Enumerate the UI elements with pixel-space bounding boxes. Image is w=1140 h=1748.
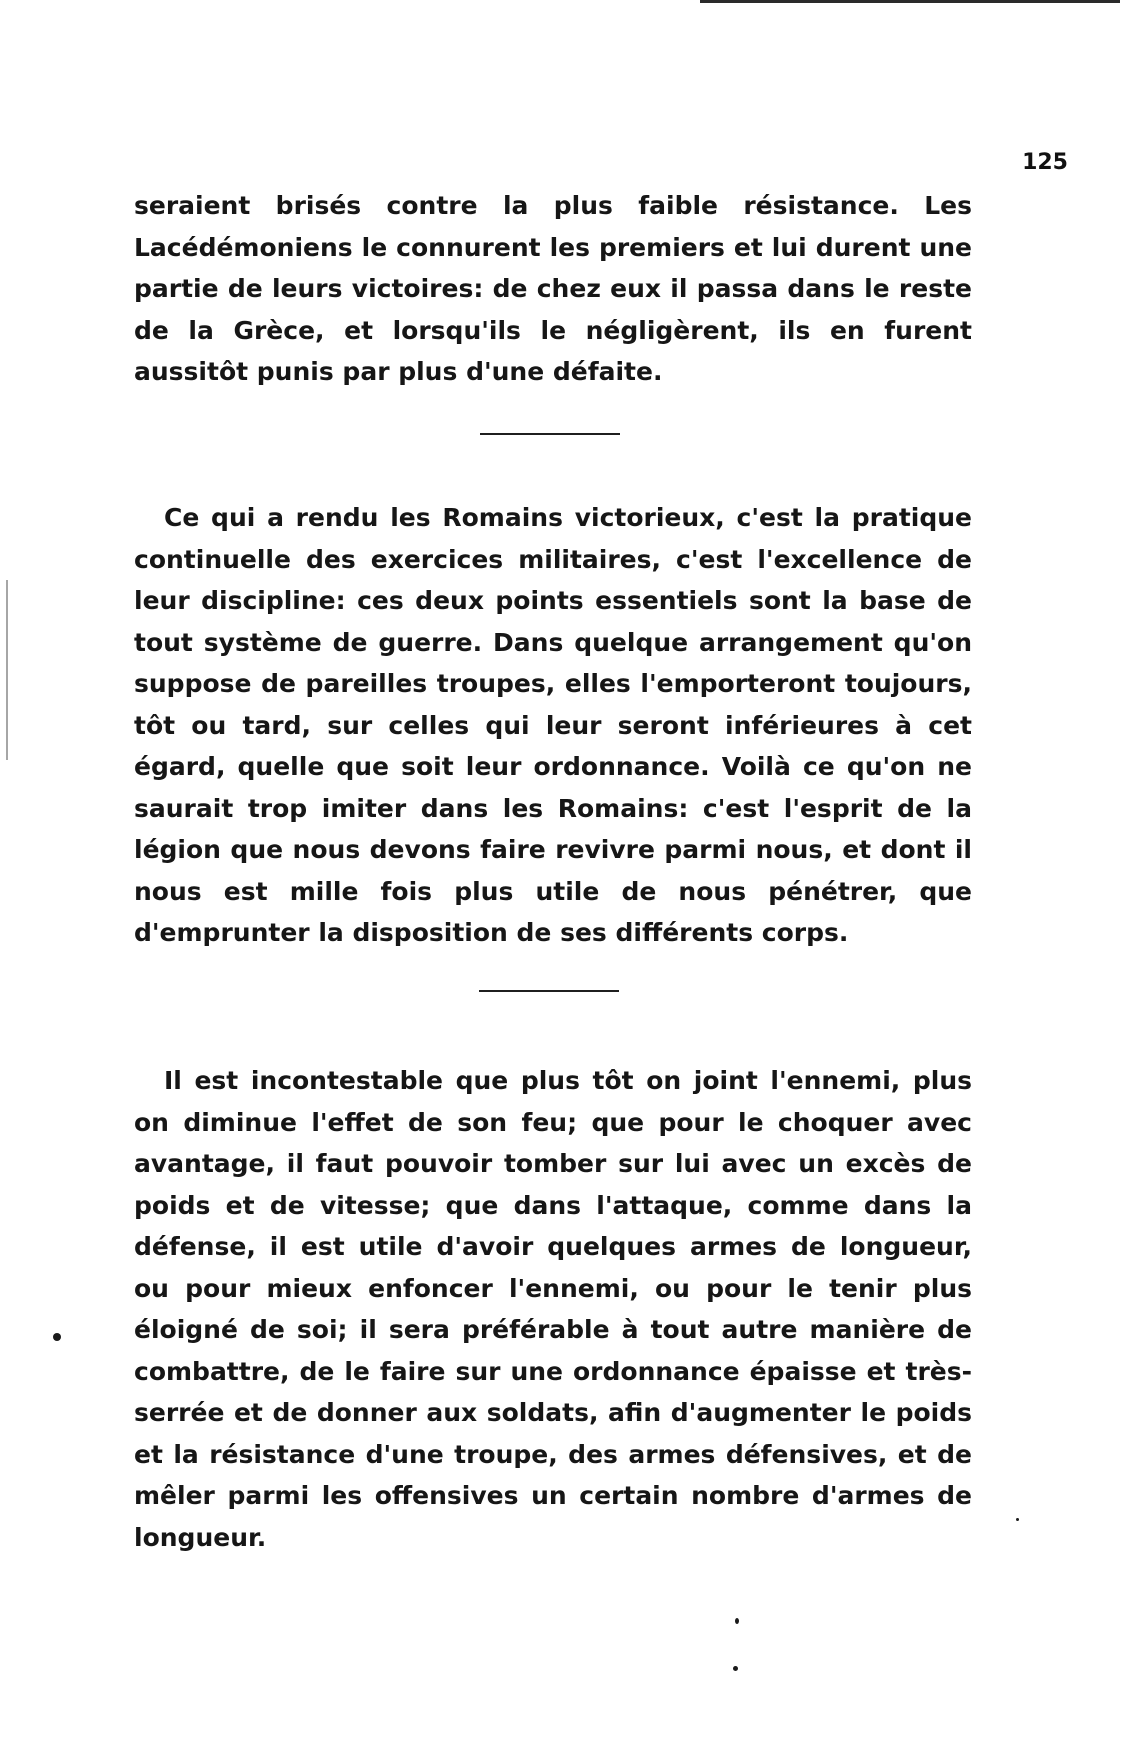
paragraph-1: seraient brisés contre la plus faible résistance. Les Lacédémoniens le connurent les premiers et lui durent une partie de leurs victoires: de chez eux il passa dans le reste de la Grèce, et lorsqu'ils le négligèrent, ils en furent aussitôt punis par plus d'une défaite.	[134, 191, 972, 386]
scan-top-edge	[700, 0, 1120, 3]
scan-left-edge	[6, 580, 8, 760]
ink-speck	[735, 1618, 739, 1624]
section-divider	[480, 433, 620, 435]
ink-speck	[53, 1333, 61, 1341]
paragraph-2: Ce qui a rendu les Romains victorieux, c'est la pratique continuelle des exercices militaires, c'est l'excellence de leur discipline: ces deux points essentiels sont la base de tout système de guerre. Dans quelque arrangement qu'on suppose de pareilles troupes, elles l'emporteront toujours, tôt ou tard, sur celles qui leur seront inférieures à cet égard, quelle que soit leur ordonnance. Voilà ce qu'on ne saurait trop imiter dans les Romains: c'est l'esprit de la légion que nous devons faire revivre parmi nous, et dont il nous est mille fois plus utile de nous pénétrer, que d'emprunter la disposition de ses différents corps.	[134, 503, 972, 947]
page-number: 125	[1022, 150, 1068, 175]
paragraph-3: Il est incontestable que plus tôt on joint l'ennemi, plus on diminue l'effet de son feu; que pour le choquer avec avantage, il faut pouvoir tomber sur lui avec un excès de poids et de vitesse; que dans l'attaque, comme dans la défense, il est utile d'avoir quelques armes de longueur, ou pour mieux enfoncer l'ennemi, ou pour le tenir plus éloigné de soi; il sera préférable à tout autre manière de combattre, de le faire sur une ordonnance épaisse et très-serrée et de donner aux soldats, afin d'augmenter le poids et la résistance d'une troupe, des armes défensives, et de mêler parmi les offensives un certain nombre d'armes de longueur.	[134, 1066, 972, 1552]
section-divider	[479, 990, 619, 992]
ink-speck	[733, 1666, 738, 1671]
ink-speck	[1016, 1518, 1019, 1521]
